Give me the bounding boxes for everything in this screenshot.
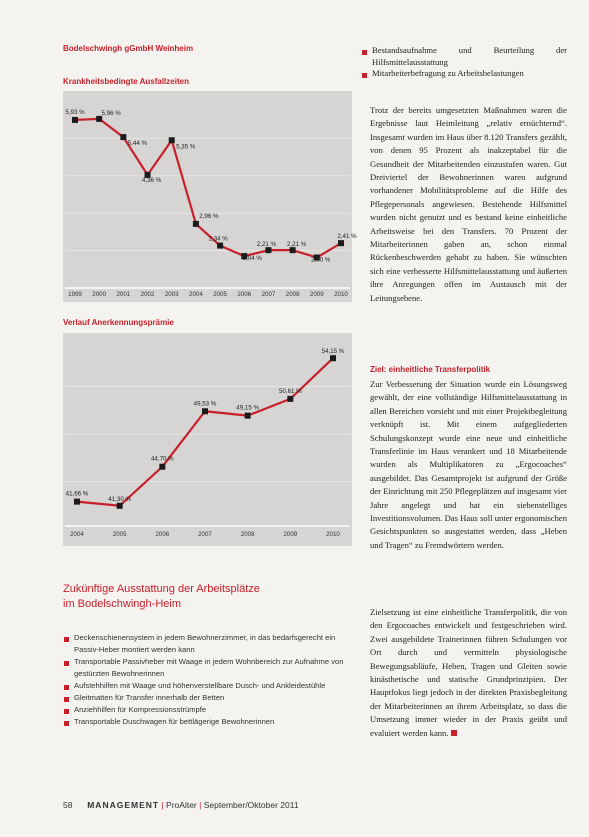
future-item: Aufstehhilfen mit Waage und höhenverstellbare Dusch- und Ankleidestühle bbox=[63, 680, 353, 692]
data-point bbox=[245, 413, 251, 419]
data-point bbox=[217, 243, 223, 249]
chart2-title: Verlauf Anerkennungsprämie bbox=[63, 318, 174, 327]
footer-page-number: 58 bbox=[63, 800, 73, 810]
future-item: Transportable Duschwagen für bettlägerige Bewohnerinnen bbox=[63, 716, 353, 728]
data-label: 2,00 % bbox=[311, 256, 331, 264]
chart1-svg bbox=[63, 91, 357, 302]
footer-title: ProAlter bbox=[166, 800, 197, 810]
data-label: 5,96 % bbox=[101, 109, 121, 117]
x-tick-label: 2005 bbox=[213, 291, 227, 298]
data-label: 49,15 % bbox=[236, 404, 260, 412]
data-label: 5,44 % bbox=[127, 140, 147, 148]
data-label: 44,70 % bbox=[150, 455, 174, 463]
data-label: 2,04 % bbox=[242, 255, 262, 263]
x-tick-label: 2007 bbox=[198, 531, 212, 538]
future-item: Gleitmatten für Transfer innerhalb der Betten bbox=[63, 692, 353, 704]
x-tick-label: 2003 bbox=[164, 291, 179, 298]
x-tick-label: 2010 bbox=[326, 531, 340, 538]
right-top-item: Bestandsaufnahme und Beurteilung der Hilfsmittelausstattung bbox=[361, 45, 567, 68]
end-mark-icon bbox=[451, 730, 457, 736]
footer-separator: | bbox=[161, 800, 164, 810]
data-label: 4,36 % bbox=[141, 176, 162, 184]
future-item: Transportable Passivheber mit Waage in jedem Wohnbereich zur Aufnahme von gestürzten Bewohnerinnen bbox=[63, 656, 353, 680]
future-heading bbox=[63, 582, 353, 612]
data-label: 41,66 % bbox=[65, 490, 89, 498]
right-top-list bbox=[361, 45, 567, 80]
x-tick-label: 2004 bbox=[189, 291, 203, 298]
data-label: 2,21 % bbox=[287, 241, 307, 249]
section-title: Bodelschwingh gGmbH Weinheim bbox=[63, 44, 194, 53]
x-tick-label: 2009 bbox=[309, 291, 324, 298]
future-heading-line2: im Bodelschwingh-Heim bbox=[63, 598, 181, 610]
x-tick-label: 2001 bbox=[116, 291, 131, 298]
data-label: 5,93 % bbox=[65, 108, 85, 116]
data-label: 50,61 % bbox=[278, 387, 302, 395]
data-label: 5,35 % bbox=[176, 143, 196, 151]
x-tick-label: 2004 bbox=[70, 531, 84, 538]
x-tick-label: 2009 bbox=[283, 531, 298, 538]
data-point bbox=[193, 221, 199, 227]
right-paragraph-1: Trotz der bereits umgesetzten Maßnahmen waren die Ergebnisse laut Heimleitung „relativ ernüchternd“. Insgesamt wurden im Haus über 8.120 Transfers gezählt, von denen 95 Prozent als inakzeptabel für die Gesundheit der Mitarbeitenden einzustufen waren. Gut Dreiviertel der Bewohnerinnen waren aufgrund vorhandener Mobilitätsprobleme auf die Hilfe des Pflegepersonals angewiesen. Bestehende Hilfsmittel wurden nicht genutzt und es bestand keine einheitliche Arbeitsweise bei den Transfers. 70 Prozent der Mitarbeiterinnen gaben an, schon einmal Rückenbeschwerden gehabt zu haben. Sie wünschten sich eine verbesserte Hilfsmittelausstattung und äußerten ihre Anregungen offen im Austausch mit der Leitungsebene. bbox=[370, 105, 567, 303]
chart2-panel bbox=[63, 333, 352, 546]
data-point bbox=[159, 464, 165, 470]
x-tick-label: 2010 bbox=[334, 291, 348, 298]
x-tick-label: 2006 bbox=[155, 531, 170, 538]
x-tick-label: 2008 bbox=[240, 531, 255, 538]
data-point bbox=[74, 499, 80, 505]
x-tick-label: 2000 bbox=[92, 291, 107, 298]
future-item: Anziehhilfen für Kompressionsstrümpfe bbox=[63, 704, 353, 716]
chart2-svg bbox=[63, 333, 352, 546]
right-paragraph-3 bbox=[370, 606, 567, 740]
data-label: 2,41 % bbox=[337, 233, 357, 241]
future-item: Deckenschienensystem in jedem Bewohnerzimmer, in das bedarfsgerecht ein Passiv-Heber montiert werden kann bbox=[63, 632, 353, 656]
x-tick-label: 1999 bbox=[68, 291, 82, 298]
chart1-title: Krankheitsbedingte Ausfallzeiten bbox=[63, 77, 189, 86]
data-point bbox=[330, 355, 336, 361]
footer-issue: September/Oktober 2011 bbox=[203, 800, 299, 810]
data-label: 2,21 % bbox=[256, 241, 277, 249]
footer-magazine: MANAGEMENT bbox=[87, 800, 160, 810]
chart1-panel bbox=[63, 91, 357, 302]
data-label: 49,53 % bbox=[193, 400, 217, 408]
right-subheading: Ziel: einheitliche Transferpolitik bbox=[370, 365, 491, 374]
data-point bbox=[72, 117, 78, 123]
footer bbox=[63, 800, 299, 810]
series-line bbox=[77, 358, 333, 506]
future-heading-line1: Zukünftige Ausstattung der Arbeitsplätze bbox=[63, 583, 260, 595]
data-label: 54,15 % bbox=[321, 348, 345, 356]
data-point bbox=[117, 503, 123, 509]
data-point bbox=[169, 137, 175, 143]
right-top-item: Mitarbeiterbefragung zu Arbeitsbelastungen bbox=[361, 68, 567, 80]
x-tick-label: 2007 bbox=[261, 291, 276, 298]
data-point bbox=[338, 240, 344, 246]
x-tick-label: 2002 bbox=[140, 291, 155, 298]
footer-separator: | bbox=[199, 800, 202, 810]
data-point bbox=[202, 408, 208, 414]
data-label: 2,96 % bbox=[199, 212, 219, 220]
x-tick-label: 2005 bbox=[112, 531, 127, 538]
data-label: 2,34 % bbox=[208, 235, 228, 243]
x-tick-label: 2006 bbox=[237, 291, 252, 298]
data-point bbox=[120, 134, 126, 140]
x-tick-label: 2008 bbox=[285, 291, 300, 298]
data-label: 41,30 % bbox=[108, 495, 132, 503]
future-list bbox=[63, 632, 353, 728]
right-paragraph-2: Zur Verbesserung der Situation wurde ein Lösungsweg gewählt, der eine vollständige Hilfsmittelausstattung in allen Bereichen vorsieht und mit einer Projektbegleitung verknüpft ist. Mit einem aufgegliederten Schulungskonzept wurde eine neue und einheitliche Transferlinie im Haus verankert und 18 Mitarbeitende wurden als Multiplikatoren zu „Ergocoaches“ ausgebildet. Das Gesamtprojekt ist aufgrund der Größe der Einrichtung mit 250 Pflegeplätzen auf insgesamt vier Jahre angelegt und hat ein siebenstelliges Investitionsvolumen. Das Haus soll unter ergonomischen Gesichtspunkten so ausgestattet werden, dass „Heben und Tragen“ zu Fremdwörtern werden. bbox=[370, 379, 567, 550]
data-point bbox=[287, 396, 293, 402]
right-paragraph-3-text: Zielsetzung ist eine einheitliche Transferpolitik, die von den Ergocoaches entwickelt und festgeschrieben wird. Zwei ausgebildete Trainerinnen führen Schulungen vor Ort durch und vermitteln physiologische Bewegungsabläufe, Heben, Tragen und Gleiten sowie kinästhetische und statische Grundprinzipien. Der Hauptfokus liegt jedoch in der direkten Praxisbegleitung der Mitarbeiterinnen an ihrem Arbeitsplatz, so dass die Umsetzung immer wieder in der Praxis geübt und evaluiert werden kann. bbox=[370, 607, 567, 738]
